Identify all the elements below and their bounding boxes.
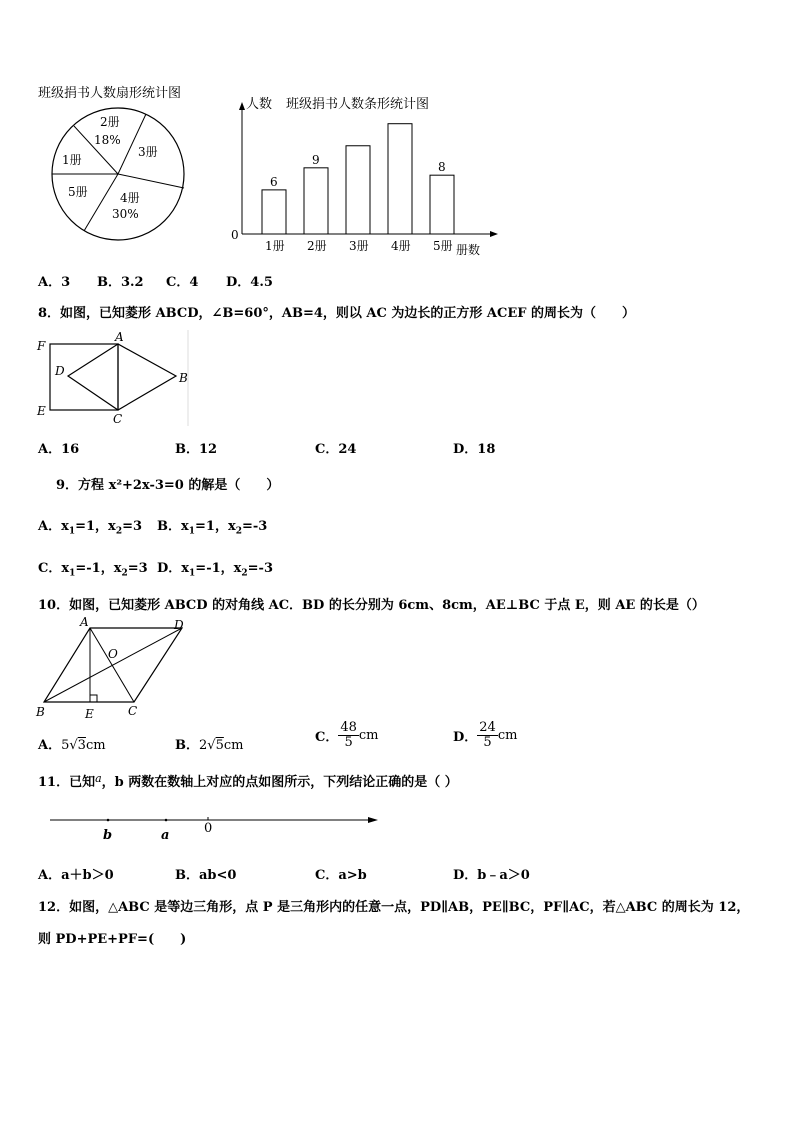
pie-label-3: 3册 (138, 145, 158, 159)
q7-option-d: D．4.5 (226, 275, 273, 290)
q9-option-d: D．$x_1=-1$，$x_2=-3$ (157, 561, 273, 579)
q11-number-line (46, 808, 382, 844)
q10-label-b: B (36, 705, 45, 719)
q9-option-a: A．$x_1=1$，$x_2=3$ (38, 519, 143, 537)
pie-chart (48, 104, 188, 244)
q11-option-d: D．b﹣a＞0 (453, 868, 530, 883)
q12-stem-line1: 12．如图，△ABC 是等边三角形，点 P 是三角形内的任意一点，PD∥AB，PE∥BC，PF∥AC，若△ABC 的周长为 12， (38, 900, 750, 915)
q11-stem: 11．已知$^a$，b 两数在数轴上对应的点如图所示，下列结论正确的是（ ） (38, 772, 458, 790)
q10-option-d-fraction: $\frac{24}{5}$ (479, 720, 496, 750)
pie-label-2: 2册 (100, 115, 120, 129)
q12-stem-line2: 则 PD+PE+PF=( ) (38, 932, 187, 947)
bar-tick-label-5: 5册 (433, 239, 453, 253)
q10-label-a: A (80, 615, 89, 629)
pie-pct-4: 30% (112, 207, 139, 221)
q10-option-d: D． $\frac{24}{5}$ cm (453, 720, 518, 750)
q8-option-b: B．12 (175, 442, 218, 457)
pie-label-4: 4册 (120, 191, 140, 205)
pie-label-1: 1册 (62, 153, 82, 167)
q10-label-c: C (128, 704, 138, 718)
pie-pct-2: 18% (94, 133, 121, 147)
q10-label-d: D (174, 618, 184, 632)
q8-label-f: F (37, 339, 46, 353)
bar-chart (228, 92, 498, 262)
pie-label-5: 5册 (68, 185, 88, 199)
bar-tick-label-4: 4册 (391, 239, 411, 253)
q8-stem: 8．如图，已知菱形 ABCD，∠B=60°，AB=4，则以 AC 为边长的正方形 ACEF 的周长为（ ） (38, 306, 635, 321)
q8-option-d: D．18 (453, 442, 496, 457)
q10-label-o: O (108, 647, 118, 661)
q10-option-c-fraction: $\frac{48}{5}$ (340, 720, 357, 750)
q8-figure (34, 330, 194, 426)
q7-option-a: A．3 (38, 275, 71, 290)
bar-chart-ylabel: 人数 (246, 97, 273, 112)
q10-stem: 10．如图，已知菱形 ABCD 的对角线 AC．BD 的长分别为 6cm、8cm，AE⊥BC 于点 E，则 AE 的长是（） (38, 598, 705, 613)
q11-option-c: C．a>b (315, 868, 367, 883)
q7-option-b: B．3.2 (97, 275, 144, 290)
bar-chart-xlabel: 册数 (456, 243, 481, 257)
bar-tick-label-2: 2册 (307, 239, 327, 253)
bar-data-label-5: 8 (438, 160, 446, 175)
q7-option-c: C．4 (166, 275, 199, 290)
q11-label-zero: 0 (204, 821, 213, 836)
q8-label-e: E (37, 404, 46, 418)
q10-option-c: C． $\frac{48}{5}$ cm (315, 720, 379, 750)
pie-chart-title: 班级捐书人数扇形统计图 (38, 86, 182, 101)
q11-label-b: b (103, 828, 113, 843)
q10-label-e: E (85, 707, 94, 721)
bar-4 (388, 124, 412, 234)
q8-label-d: D (55, 364, 65, 378)
q11-label-a: a (161, 828, 170, 843)
q8-option-a: A．16 (38, 442, 80, 457)
q11-option-a: A．a＋b＞0 (38, 868, 114, 883)
q9-option-c: C．$x_1=-1$，$x_2=3$ (38, 561, 148, 579)
q8-label-b: B (179, 371, 188, 385)
q8-option-c: C．24 (315, 442, 357, 457)
q11-option-b: B．ab<0 (175, 868, 237, 883)
bar-chart-origin: 0 (231, 228, 239, 242)
bar-5 (430, 175, 454, 234)
bar-data-label-2: 9 (312, 152, 320, 167)
q9-option-b: B．$x_1=1$，$x_2=-3$ (157, 519, 268, 537)
bar-2 (304, 168, 328, 234)
bar-chart-title: 班级捐书人数条形统计图 (286, 97, 430, 112)
q10-figure (34, 614, 204, 722)
q8-label-c: C (113, 412, 123, 426)
q8-label-a: A (115, 330, 124, 344)
bar-tick-label-1: 1册 (265, 239, 285, 253)
q10-option-b: B．2√5cm (175, 738, 244, 753)
bar-tick-label-3: 3册 (349, 239, 369, 253)
q9-stem: 9．方程 x²+2x-3=0 的解是（ ） (56, 478, 280, 493)
bar-data-label-1: 6 (270, 174, 278, 189)
q10-option-a: A．5√3cm (38, 738, 106, 753)
bar-1 (262, 190, 286, 234)
bar-3 (346, 146, 370, 234)
